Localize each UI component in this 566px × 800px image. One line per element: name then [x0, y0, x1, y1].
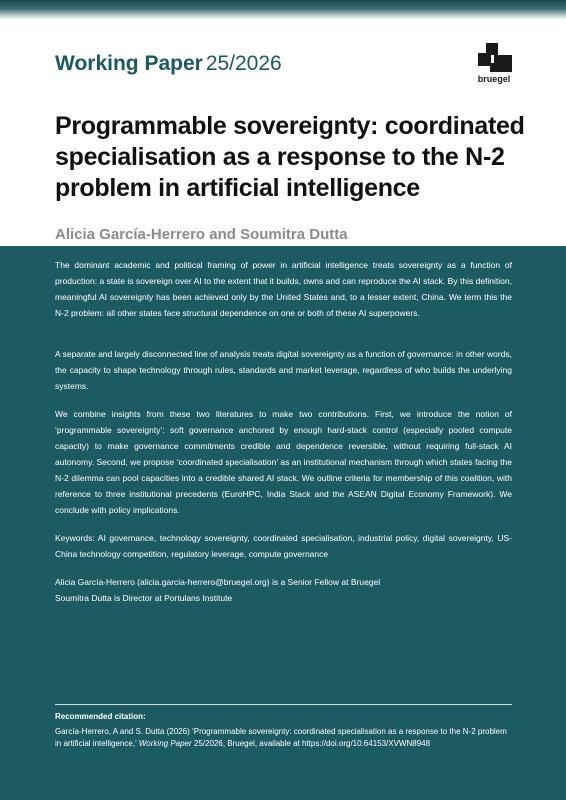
abstract-paragraph-2: A separate and largely disconnected line of analysis treats digital sovereignty as a function of governance: in other words, the capacity to shape technology through rules, standards and market leverage, regardless of who builds the underlying systems. — [55, 349, 512, 391]
paper-title: Programmable sovereignty: coordinated specialisation as a response to the N-2 problem in artificial intelligence — [55, 112, 525, 202]
citation-divider — [55, 704, 512, 705]
author-note-2: Soumitra Dutta is Director at Portulans Institute — [55, 593, 233, 603]
series-label — [55, 52, 282, 76]
citation-text-before: García-Herrero, A and S. Dutta (2026) ‘Programmable sovereignty: coordinated specialisation as a response to the N-2 problem in artificial intelligence,’ — [55, 727, 507, 748]
citation-text-after: 25/2026, Bruegel, available at https://doi.org/10.64153/XVWN8948 — [191, 739, 431, 748]
abstract-paragraph-1: The dominant academic and political framing of power in artificial intelligence treats sovereignty as a function of production: a state is sovereign over AI to the extent that it builds, owns and can reproduce the AI stack. By this definition, meaningful AI sovereignty has been achieved only by the United States and, to a lesser extent, China. We term this the N-2 problem: all other states face structural dependence on one or both of these AI superpowers. — [55, 260, 512, 318]
series-number: 25/2026 — [205, 52, 282, 75]
authors: Alicia García-Herrero and Soumitra Dutta — [55, 226, 348, 243]
series-name: Working Paper — [55, 52, 203, 75]
top-gradient-band — [0, 0, 566, 20]
abstract-paragraph-3: We combine insights from these two literatures to make two contributions. First, we introduce the notion of ‘programmable sovereignty’: soft governance anchored by enough hard-stack control (especially pooled compute capacity) to make governance commitments credible and dependence reversible, without requiring full-stack AI autonomy. Second, we propose ‘coordinated specialisation’ as an institutional mechanism through which states facing the N-2 dilemma can pool capacities into a credible shared AI stack. We outline criteria for membership of this coalition, with reference to three institutional precedents (EuroHPC, India Stack and the ASEAN Digital Economy Framework). We conclude with policy implications. — [55, 409, 512, 515]
citation-text — [55, 726, 515, 750]
citation-series-italic: Working Paper — [138, 739, 192, 748]
logo-wordmark: bruegel — [477, 74, 511, 84]
keywords: Keywords: AI governance, technology sovereignty, coordinated specialisation, industrial policy, digital sovereignty, US-China technology competition, regulatory leverage, compute governance — [55, 533, 512, 559]
citation-heading: Recommended citation: — [55, 712, 146, 721]
author-note-1: Alicia García-Herrero (alicia.garcia-herrero@bruegel.org) is a Senior Fellow at Bruegel — [55, 577, 381, 587]
